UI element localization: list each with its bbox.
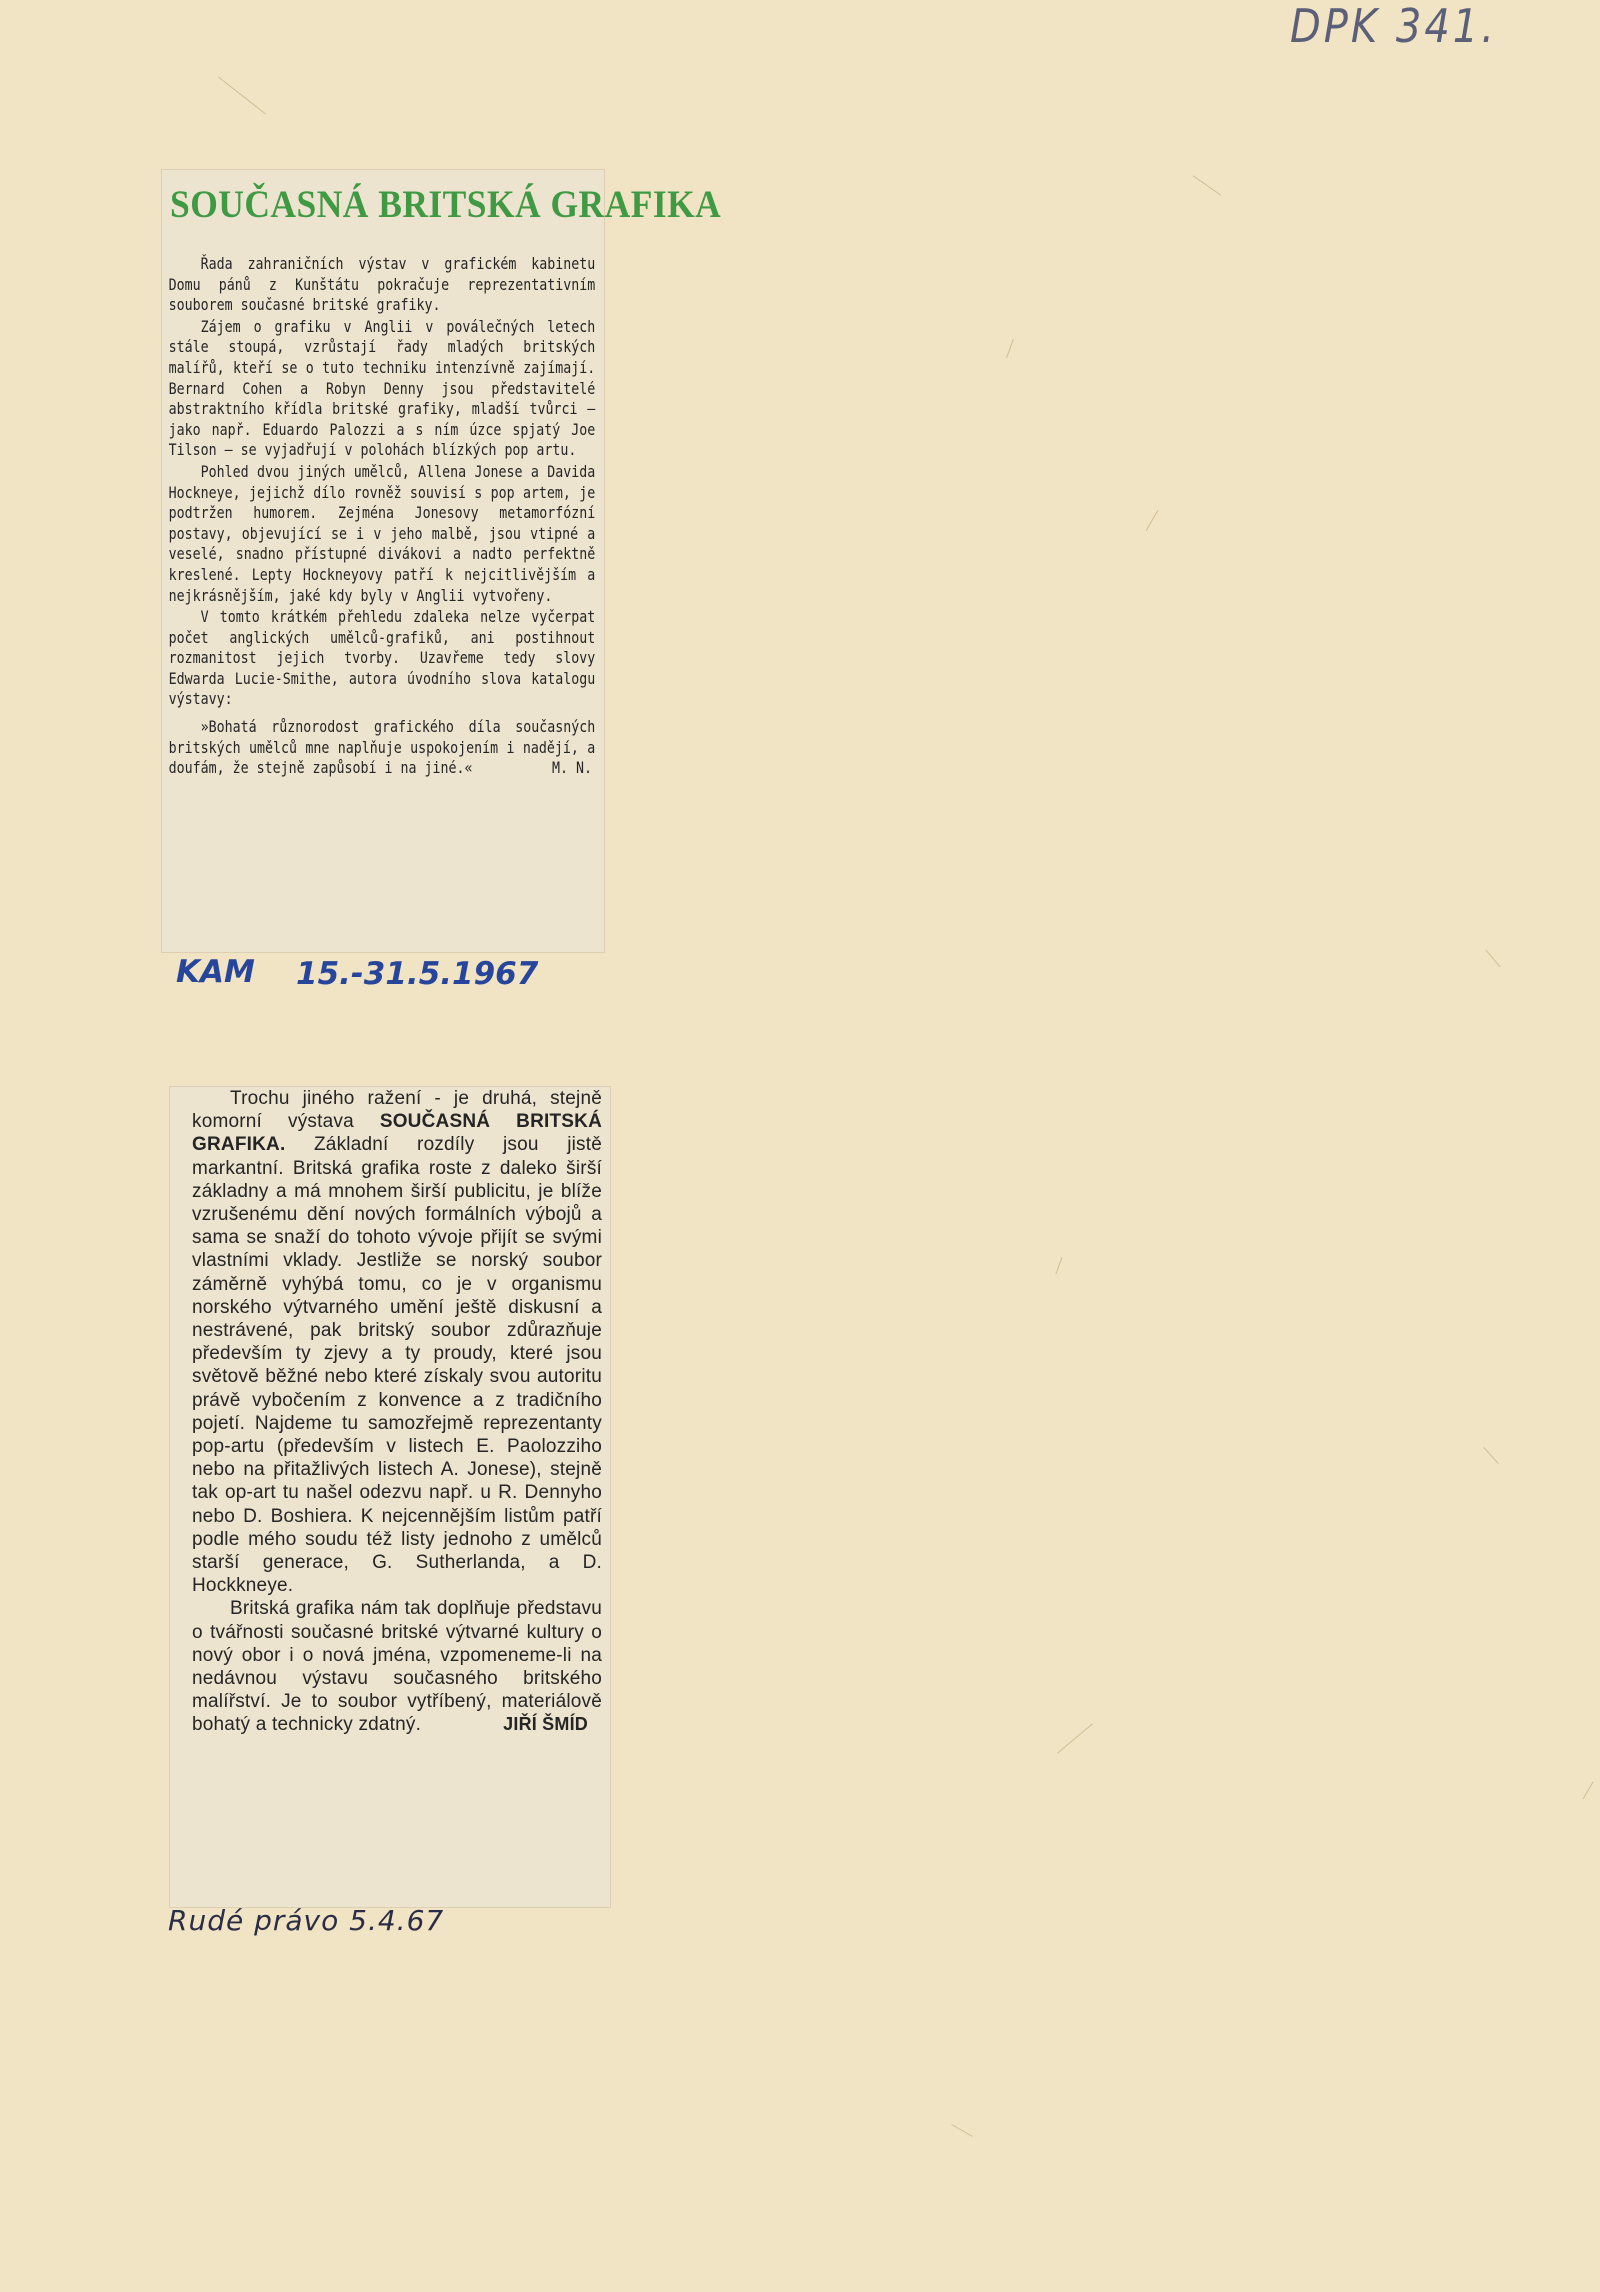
clipping-paragraph: Pohled dvou jiných umělců, Allena Jonese a Davida Hockneye, jejichž dílo rovněž souvisí s pop artem, je podtržen humorem. Zejména Jonesovy metamorfózní postavy, objevující se i v jeho malbě, jsou vtipné a veselé, snadno přístupné divákovi a nadto perfektně kreslené. Lepty Hockneyovy patří k nejcitlivějším a nejkrásnějším, jaké kdy byly v Anglii vytvořeny. — [168, 461, 596, 605]
paper-fiber — [1486, 950, 1501, 967]
clipping-paragraph: Zájem o grafiku v Anglii v poválečných letech stále stoupá, vzrůstají řady mladých britských malířů, kteří se o tuto techniku intenzívně zajímají. Bernard Cohen a Robyn Denny jsou představitelé abstraktního křídla britské grafiky, mladší tvůrci — jako např. Eduardo Palozzi a s ním úzce spjatý Joe Tilson — se vyjadřují v polohách blízkých pop artu. — [168, 316, 596, 460]
quote-text: »Bohatá různorodost grafického díla současných britských umělců mne naplňuje uspokojením i nadějí, a doufám, že stejně zapůsobí i na jiné.« — [168, 717, 596, 778]
handwritten-source-rude-pravo: Rudé právo 5.4.67 — [168, 1904, 445, 1937]
archive-number-handwritten: DPK 341. — [1290, 0, 1497, 54]
clipping-body — [170, 1087, 610, 1737]
paper-fiber — [1583, 1782, 1594, 1800]
clipping-headline: SOUČASNÁ BRITSKÁ GRAFIKA — [170, 183, 722, 226]
paragraph-text: Základní rozdíly jsou jistě markantní. Britská grafika roste z daleko širší základny a má mnohem širší publicitu, je blíže vzrušenému dění nových formálních výbojů a sama se snaží do tohoto vývoje přijít se svými vlastními vklady. Jestliže se norský soubor záměrně vyhýbá tomu, co je v organismu norského výtvarného umění ještě diskusní a nestrávené, pak britský soubor zdůrazňuje především ty zjevy a ty proudy, které jsou světově běžné nebo které získaly svou autoritu právě vybočením z konvence a z tradičního pojetí. Najdeme tu samozřejmě reprezentanty pop-artu (především v listech E. Paolozziho nebo na přitažlivých listech A. Jonese), stejně tak op-art tu našel odezvu např. u R. Dennyho nebo D. Boshiera. K nejcennějším listům patří podle mého soudu též listy jednoho z umělců starší generace, G. Sutherlanda, a D. Hockkneye. — [192, 1134, 602, 1597]
clipping-body — [162, 254, 596, 780]
paper-fiber — [1483, 1447, 1498, 1464]
author-initials: M. N. — [551, 758, 592, 778]
author-name: JIŘÍ ŠMÍD — [503, 1714, 588, 1735]
newspaper-clipping-kam — [162, 170, 722, 952]
paper-fiber — [1055, 1257, 1062, 1274]
clipping-paragraph — [170, 1597, 610, 1736]
clipping-paragraph: Řada zahraničních výstav v grafickém kabinetu Domu pánů z Kunštátu pokračuje reprezentativním souborem současné britské grafiky. — [168, 254, 596, 315]
paper-fiber — [218, 77, 266, 115]
handwritten-source-kam: KAM — [176, 954, 255, 990]
paper-fiber — [951, 2124, 972, 2137]
newspaper-clipping-rude-pravo — [170, 1087, 610, 1907]
paper-fiber — [1006, 339, 1014, 358]
paper-fiber — [1193, 175, 1221, 195]
clipping-quote — [162, 717, 595, 779]
exhibition-name: SOUČASNÁ BRITSKÁ GRAFIKA. — [192, 1111, 602, 1156]
paragraph-text: Trochu jiného ražení - je druhá, stejně komorní výstava — [192, 1088, 602, 1133]
paper-fiber — [1146, 510, 1159, 531]
clipping-paragraph — [170, 1087, 610, 1597]
paper-fiber — [1057, 1723, 1093, 1753]
clipping-paragraph: V tomto krátkém přehledu zdaleka nelze vyčerpat počet anglických umělců-grafiků, ani postihnout rozmanitost jejich tvorby. Uzavřeme tedy slovy Edwarda Lucie-Smithe, autora úvodního slova katalogu výstavy: — [168, 607, 596, 709]
handwritten-date-kam: 15.-31.5.1967 — [296, 956, 539, 992]
paragraph-text: Britská grafika nám tak doplňuje představu o tvářnosti současné britské výtvarné kultury o nový obor i o nová jména, vzpomeneme-li na nedávnou výstavu současného britského malířství. Je to soubor vytříbený, materiálově bohatý a technicky zdatný. — [192, 1598, 602, 1736]
